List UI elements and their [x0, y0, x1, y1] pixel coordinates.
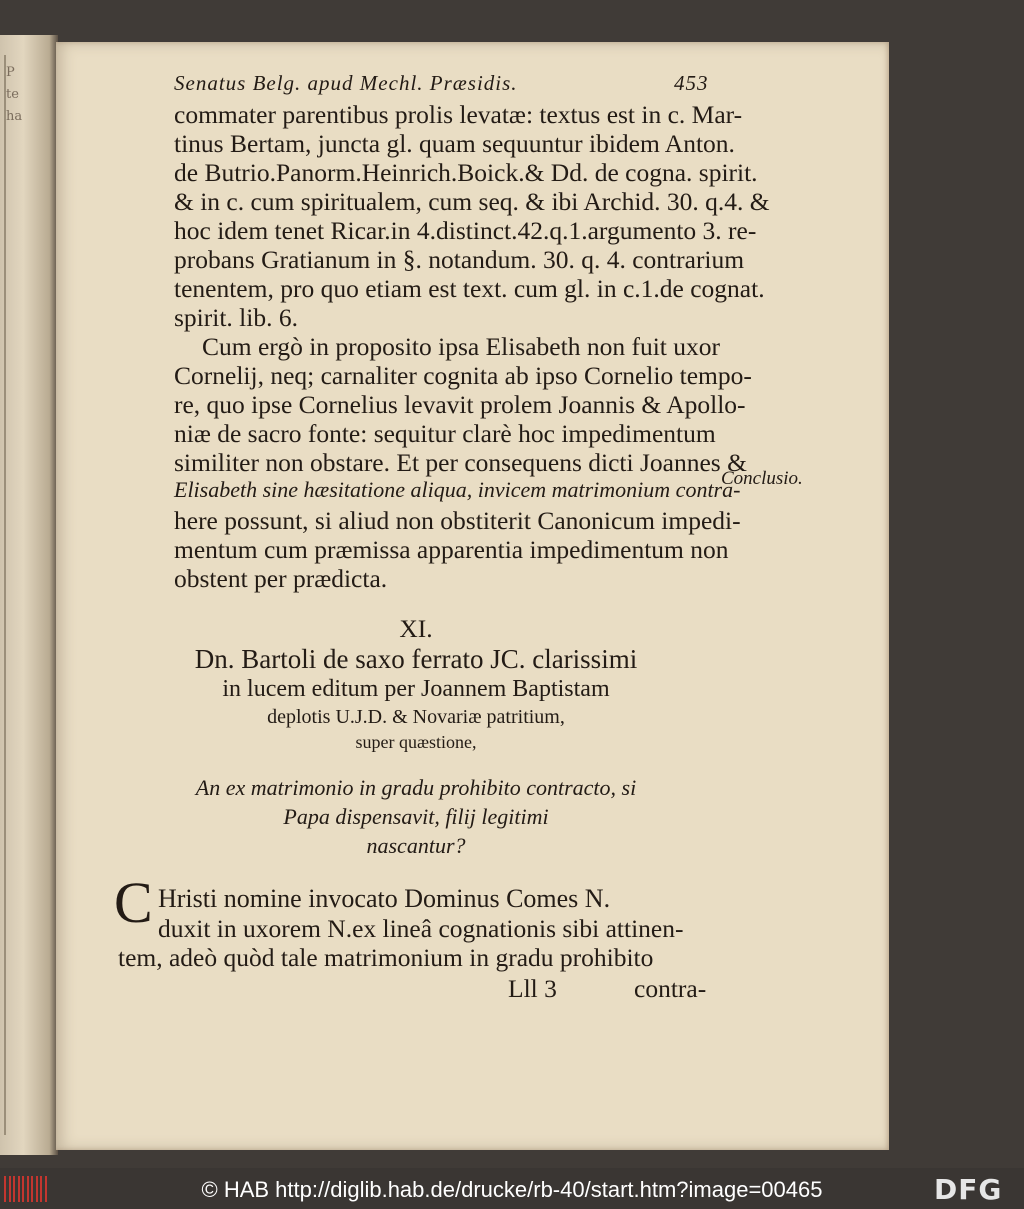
- drop-cap: C: [114, 870, 153, 935]
- section-number: XI.: [399, 614, 433, 643]
- body-line: re, quo ipse Cornelius levavit prolem Joannis & Apollo-: [174, 390, 746, 419]
- body-line: Cum ergò in proposito ipsa Elisabeth non fuit uxor: [202, 332, 720, 361]
- opening-line: duxit in uxorem N.ex lineâ cognationis sibi attinen-: [158, 914, 684, 943]
- body-line: niæ de sacro fonte: sequitur clarè hoc impedimentum: [174, 419, 716, 448]
- dfg-logo: DFG: [934, 1173, 1003, 1206]
- running-title: Senatus Belg. apud Mechl. Præsidis.: [174, 71, 518, 95]
- body-line: mentum cum præmissa apparentia impedimentum non: [174, 535, 729, 564]
- catchword: contra-: [634, 974, 707, 1003]
- section-title-line: super quæstione,: [355, 732, 477, 752]
- body-line: Elisabeth sine hæsitatione aliqua, invicem matrimonium contra-: [174, 477, 741, 502]
- margin-note: Conclusio.: [721, 468, 803, 489]
- book-page: [56, 42, 889, 1150]
- body-line: tenentem, pro quo etiam est text. cum gl. in c.1.de cognat.: [174, 274, 765, 303]
- body-line: Cornelij, neq; carnaliter cognita ab ipso Cornelio tempo-: [174, 361, 752, 390]
- body-line: tinus Bertam, juncta gl. quam sequuntur ibidem Anton.: [174, 129, 735, 158]
- copyright-link[interactable]: © HAB http://diglib.hab.de/drucke/rb-40/start.htm?image=00465: [201, 1177, 823, 1202]
- body-line: similiter non obstare. Et per consequens dicti Joannes &: [174, 448, 747, 477]
- left-page-fragment: ha: [6, 109, 23, 124]
- left-page-edge: [0, 35, 58, 1155]
- body-line: spirit. lib. 6.: [174, 303, 298, 332]
- question-line: An ex matrimonio in gradu prohibito contracto, si: [195, 775, 637, 800]
- body-line: hoc idem tenet Ricar.in 4.distinct.42.q.1.argumento 3. re-: [174, 216, 757, 245]
- left-page-fragment: P: [6, 65, 15, 80]
- section-title-line: Dn. Bartoli de saxo ferrato JC. clarissimi: [194, 644, 638, 674]
- question-line: nascantur?: [366, 833, 466, 858]
- left-page-fragment: te: [6, 87, 19, 102]
- viewer-footer: [0, 1168, 1024, 1209]
- signature-mark: Lll 3: [508, 974, 557, 1003]
- question-line: Papa dispensavit, filij legitimi: [283, 804, 549, 829]
- body-line: probans Gratianum in §. notandum. 30. q. 4. contrarium: [174, 245, 745, 274]
- section-title-line: in lucem editum per Joannem Baptistam: [222, 676, 610, 702]
- body-line: here possunt, si aliud non obstiterit Canonicum impedi-: [174, 506, 741, 535]
- opening-line: tem, adeò quòd tale matrimonium in gradu prohibito: [118, 943, 654, 972]
- page-edge-line: [4, 55, 6, 1135]
- body-line: & in c. cum spiritualem, cum seq. & ibi Archid. 30. q.4. &: [174, 187, 770, 216]
- opening-line: Hristi nomine invocato Dominus Comes N.: [158, 884, 611, 913]
- page-number: 453: [674, 71, 709, 95]
- body-line: commater parentibus prolis levatæ: textus est in c. Mar-: [174, 100, 743, 129]
- section-title-line: deplotis U.J.D. & Novariæ patritium,: [267, 706, 565, 728]
- body-line: de Butrio.Panorm.Heinrich.Boick.& Dd. de cogna. spirit.: [174, 158, 758, 187]
- body-line: obstent per prædicta.: [174, 564, 388, 593]
